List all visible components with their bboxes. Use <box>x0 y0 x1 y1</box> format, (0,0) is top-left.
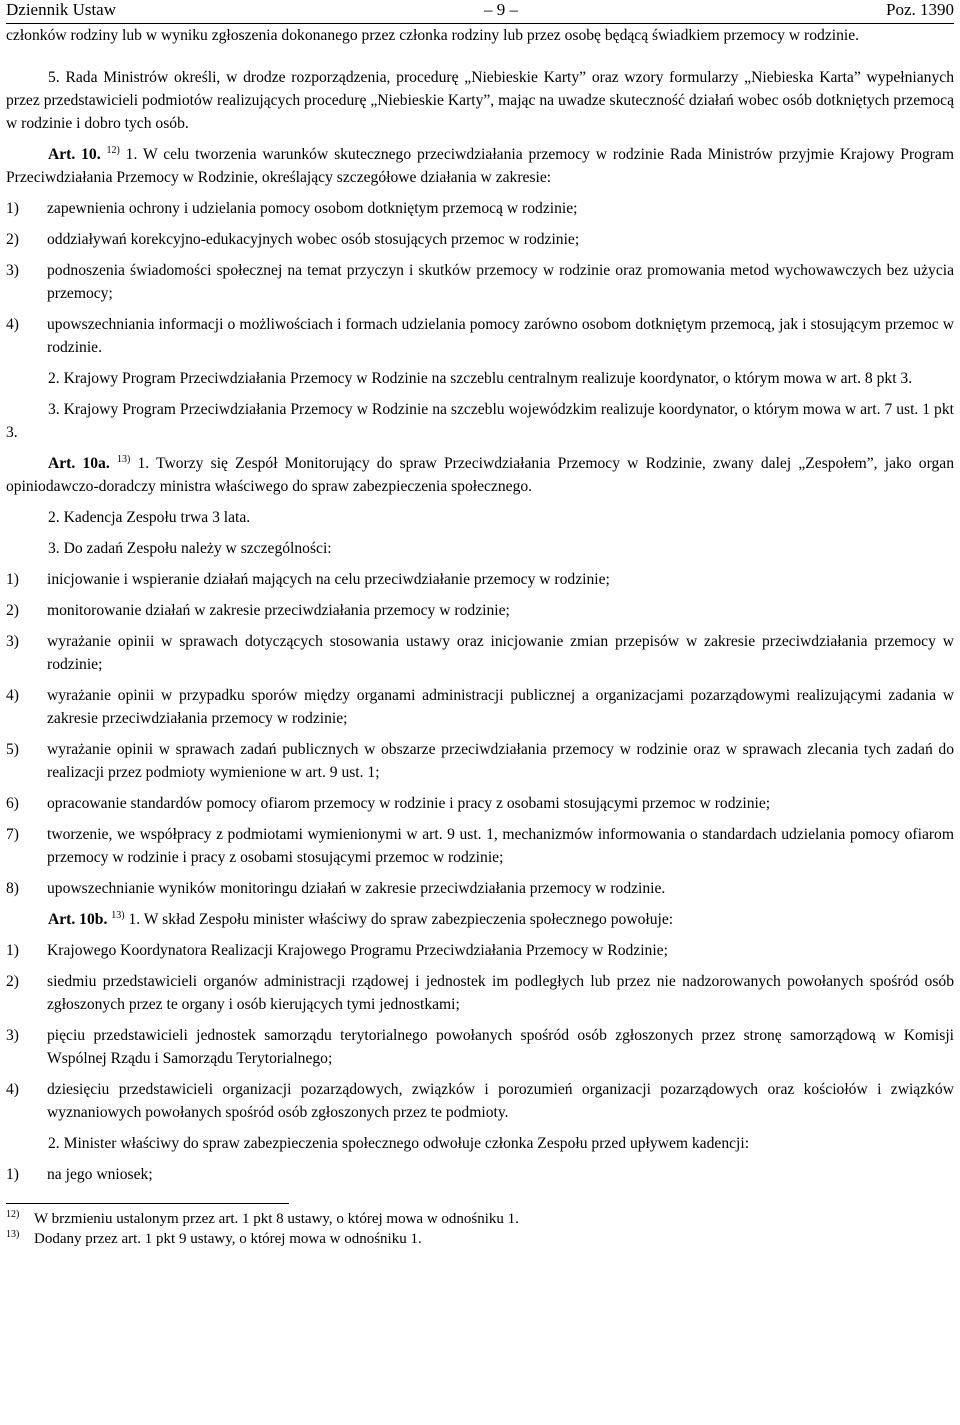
list-item-text: opracowanie standardów pomocy ofiarom przemocy w rodzinie i pracy z osobami stosującymi przemoc w rodzinie; <box>47 795 771 812</box>
list-item <box>6 1024 954 1070</box>
list-item-number: 2) <box>6 973 19 990</box>
list-item <box>6 228 954 251</box>
list-item-text: upowszechnianie wyników monitoringu działań w zakresie przeciwdziałania przemocy w rodzinie. <box>47 880 666 897</box>
list-item-text: tworzenie, we współpracy z podmiotami wymienionymi w art. 9 ust. 1, mechanizmów informowania o standardach udzielania pomocy ofiarom przemocy w rodzinie i pracy z osobami stosującymi przemoc w rodzinie; <box>47 826 954 866</box>
list-item <box>6 197 954 220</box>
paragraph <box>6 398 954 444</box>
list-item-text: na jego wniosek; <box>47 1166 153 1183</box>
list-item <box>6 939 954 962</box>
list-item-text: upowszechniania informacji o możliwościach i formach udzielania pomocy zarówno osobom dotkniętym przemocą, jak i stosującym przemoc w rodzinie. <box>47 316 954 356</box>
footnotes <box>6 1209 954 1249</box>
list-item <box>6 630 954 676</box>
list-item-number: 5) <box>6 741 19 758</box>
list-item-text: podnoszenia świadomości społecznej na temat przyczyn i skutków przemocy w rodzinie oraz promowania metod wychowawczych bez użycia przemocy; <box>47 262 954 302</box>
list-item-number: 2) <box>6 602 19 619</box>
list-item <box>6 1163 954 1186</box>
list-item <box>6 684 954 730</box>
list-item-number: 3) <box>6 1027 19 1044</box>
list-item-text: siedmiu przedstawicieli organów administracji rządowej i jednostek im podległych lub przez nie nadzorowanych powołanych spośród osób zgłoszonych przez te organy i osób kierujących tymi jednostkami; <box>47 973 954 1013</box>
footnote-reference: 12) <box>106 144 120 156</box>
position-number: Poz. 1390 <box>885 0 954 19</box>
paragraph-text: 2. Krajowy Program Przeciwdziałania Przemocy w Rodzinie na szczeblu centralnym realizuje koordynator, o którym mowa w art. 8 pkt 3. <box>48 370 913 387</box>
list-item-number: 1) <box>6 1166 19 1183</box>
paragraph <box>6 24 954 47</box>
list-item-number: 4) <box>6 316 19 333</box>
list-item-number: 8) <box>6 880 19 897</box>
article-paragraph <box>6 143 954 189</box>
list-item-text: wyrażanie opinii w sprawach zadań publicznych w obszarze przeciwdziałania przemocy w rodzinie oraz w sprawach zlecania tych zadań do realizacji przez podmioty wymienione w art. 9 ust. 1; <box>47 741 954 781</box>
footnote-reference: 13) <box>116 453 131 465</box>
article-paragraph <box>6 908 954 931</box>
paragraph-text: członków rodziny lub w wyniku zgłoszenia dokonanego przez członka rodziny lub przez osobę będącą świadkiem przemocy w rodzinie. <box>6 27 860 44</box>
paragraph-text: 3. Krajowy Program Przeciwdziałania Przemocy w Rodzinie na szczeblu wojewódzkim realizuje koordynator, o którym mowa w art. 7 ust. 1 pkt 3. <box>6 401 954 441</box>
paragraph <box>6 537 954 560</box>
list-item-text: monitorowanie działań w zakresie przeciwdziałania przemocy w rodzinie; <box>47 602 510 619</box>
list-item-text: inicjowanie i wspieranie działań mających na celu przeciwdziałanie przemocy w rodzinie; <box>47 571 610 588</box>
list-item <box>6 792 954 815</box>
footnote-text: Dodany przez art. 1 pkt 9 ustawy, o której mowa w odnośniku 1. <box>34 1231 422 1247</box>
page-number: – 9 – <box>484 0 518 19</box>
footnote-separator <box>6 1203 289 1204</box>
list-item <box>6 970 954 1016</box>
footnote-number: 12) <box>6 1209 20 1220</box>
list-item-text: wyrażanie opinii w sprawach dotyczących stosowania ustawy oraz inicjowanie zmian przepisów w zakresie przeciwdziałania przemocy w rodzinie; <box>47 633 954 673</box>
list-item-text: zapewnienia ochrony i udzielania pomocy osobom dotkniętym przemocą w rodzinie; <box>47 200 578 217</box>
list-item-number: 4) <box>6 687 19 704</box>
footnote-text: W brzmieniu ustalonym przez art. 1 pkt 8 ustawy, o której mowa w odnośniku 1. <box>34 1211 519 1227</box>
journal-title: Dziennik Ustaw <box>6 0 117 19</box>
paragraph <box>6 367 954 390</box>
list-item-text: dziesięciu przedstawicieli organizacji pozarządowych, związków i porozumień organizacji pozarządowych oraz kościołów i związków wyznaniowych powołanych spośród osób zgłoszonych przez te podmioty. <box>47 1081 954 1121</box>
footnote-reference: 13) <box>111 909 125 921</box>
article-number: Art. 10b. <box>48 911 108 928</box>
list-item-text: pięciu przedstawicieli jednostek samorządu terytorialnego powołanych spośród osób zgłoszonych przez stronę samorządową w Komisji Wspólnej Rządu i Samorządu Terytorialnego; <box>47 1027 954 1067</box>
list-item <box>6 599 954 622</box>
list-item-number: 1) <box>6 942 19 959</box>
paragraph <box>6 66 954 135</box>
list-item <box>6 259 954 305</box>
paragraph <box>6 1132 954 1155</box>
list-item <box>6 877 954 900</box>
list-item-number: 2) <box>6 231 19 248</box>
article-number: Art. 10a. <box>48 455 110 472</box>
footnote <box>6 1209 954 1229</box>
paragraph-text: 1. W celu tworzenia warunków skutecznego przeciwdziałania przemocy w rodzinie Rada Ministrów przyjmie Krajowy Program Przeciwdziałania Przemocy w Rodzinie, określający szczegółowe działania w zakresie: <box>6 146 954 186</box>
article-paragraph <box>6 452 954 498</box>
list-item-text: wyrażanie opinii w przypadku sporów między organami administracji publicznej a organizacjami pozarządowymi realizującymi zadania w zakresie przeciwdziałania przemocy w rodzinie; <box>47 687 954 727</box>
paragraph-text: 1. Tworzy się Zespół Monitorujący do spraw Przeciwdziałania Przemocy w Rodzinie, zwany dalej „Zespołem”, jako organ opiniodawczo-doradczy ministra właściwego do spraw zabezpieczenia społecznego. <box>6 455 955 495</box>
list-item <box>6 1078 954 1124</box>
list-item-text: oddziaływań korekcyjno-edukacyjnych wobec osób stosujących przemoc w rodzinie; <box>47 231 580 248</box>
list-item-number: 3) <box>6 633 19 650</box>
list-item <box>6 738 954 784</box>
paragraph-text: 3. Do zadań Zespołu należy w szczególności: <box>48 540 332 557</box>
list-item-number: 1) <box>6 200 19 217</box>
page-header <box>6 0 954 24</box>
list-item-number: 4) <box>6 1081 19 1098</box>
paragraph <box>6 506 954 529</box>
footnote <box>6 1229 954 1249</box>
document-body <box>6 24 954 1186</box>
list-item-number: 7) <box>6 826 19 843</box>
paragraph-text: 2. Minister właściwy do spraw zabezpieczenia społecznego odwołuje członka Zespołu przed upływem kadencji: <box>48 1135 750 1152</box>
list-item <box>6 313 954 359</box>
list-item <box>6 568 954 591</box>
list-item-number: 1) <box>6 571 19 588</box>
paragraph-text: 1. W skład Zespołu minister właściwy do spraw zabezpieczenia społecznego powołuje: <box>124 911 674 928</box>
article-number: Art. 10. <box>48 146 101 163</box>
footnote-number: 13) <box>6 1229 20 1240</box>
paragraph-text: 5. Rada Ministrów określi, w drodze rozporządzenia, procedurę „Niebieskie Karty” oraz wzory formularzy „Niebieska Karta” wypełnianych przez przedstawicieli podmiotów realizujących procedurę „Niebieskie Karty”, mając na uwadze skuteczność działań wobec osób dotkniętych przemocą w rodzinie i dobro tych osób. <box>6 69 954 132</box>
list-item-text: Krajowego Koordynatora Realizacji Krajowego Programu Przeciwdziałania Przemocy w Rodzinie; <box>47 942 668 959</box>
list-item-number: 6) <box>6 795 19 812</box>
list-item-number: 3) <box>6 262 19 279</box>
paragraph-text: 2. Kadencja Zespołu trwa 3 lata. <box>48 509 251 526</box>
list-item <box>6 823 954 869</box>
